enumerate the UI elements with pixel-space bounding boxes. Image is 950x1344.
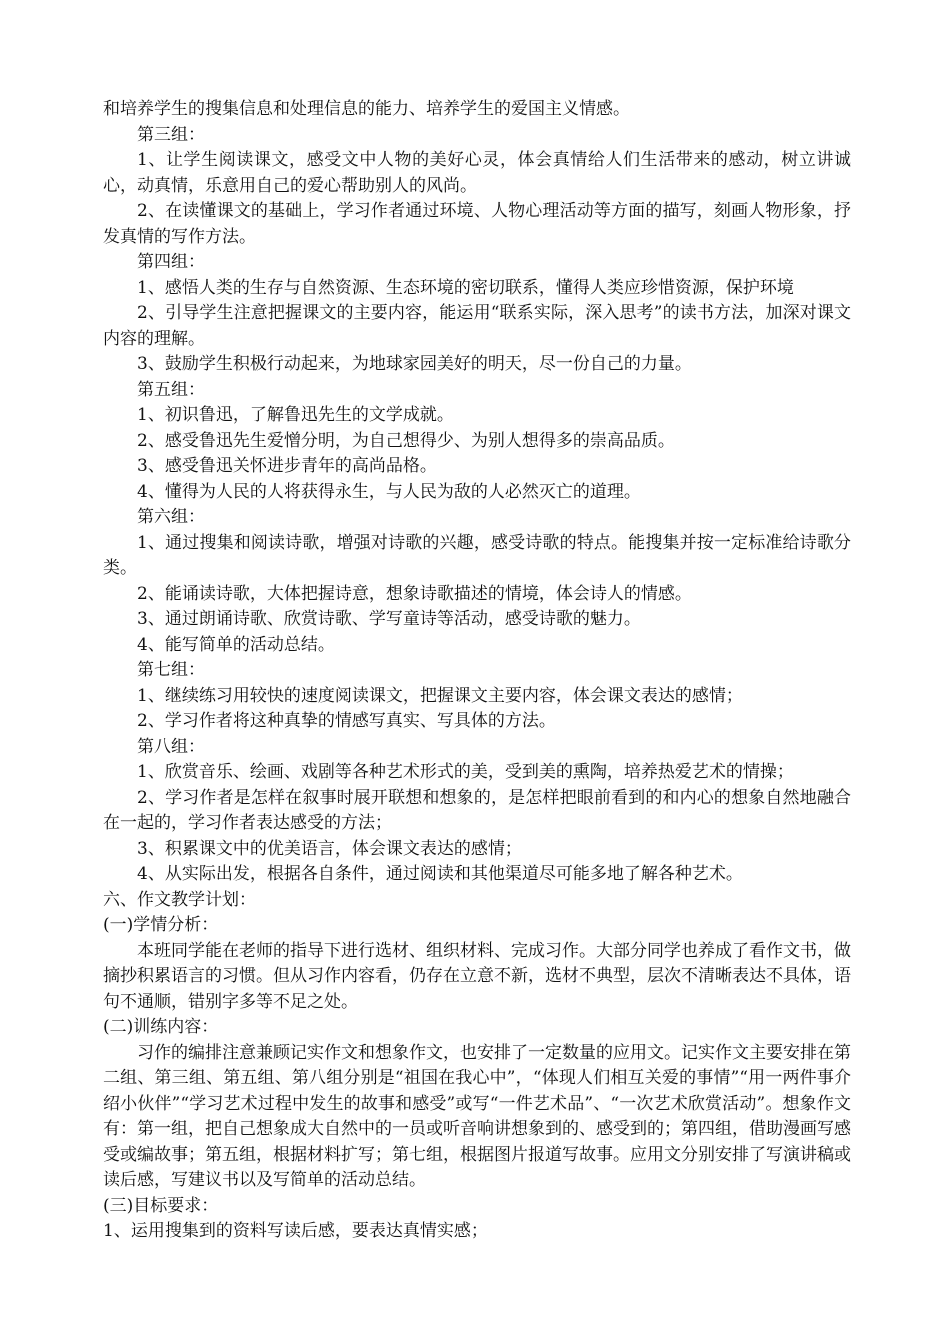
paragraph-line: 和培养学生的搜集信息和处理信息的能力、培养学生的爱国主义情感。 (103, 99, 630, 119)
paragraph-line: 4、懂得为人民的人将获得永生，与人民为敌的人必然灭亡的道理。 (137, 481, 641, 502)
paragraph-line: 第七组： (137, 660, 205, 680)
paragraph-line: 习作的编排注意兼顾记实作文和想象作文，也安排了一定数量的应用文。记实作文主要安排在第二组、第三组、第五组、第八组分别是“祖国在我心中”，“体现人们相互关爱的事情”“用一两件事介绍小伙伴”“学习艺术过程中发生的故事和感受”或写“一件艺术品”、“一次艺术欣赏活动”。想象作文有：第一组，把自己想象成大自然中的一员或听音响讲想象到的、感受到的；第四组，借助漫画写感受或编故事；第五组，根据材料扩写；第七组，根据图片报道写故事。应用文分别安排了写演讲稿或读后感，写建议书以及写简单的活动总结。 (103, 1042, 851, 1190)
paragraph-line: 3、通过朗诵诗歌、欣赏诗歌、学写童诗等活动，感受诗歌的魅力。 (137, 609, 641, 629)
paragraph-line: 3、感受鲁迅关怀进步青年的高尚品格。 (137, 456, 437, 476)
paragraph-line: 4、从实际出发，根据各自条件，通过阅读和其他渠道尽可能多地了解各种艺术。 (137, 864, 743, 884)
paragraph-line: 1、让学生阅读课文，感受文中人物的美好心灵，体会真情给人们生活带来的感动，树立讲诚心，动真情，乐意用自己的爱心帮助别人的风尚。 (103, 150, 851, 196)
paragraph-line: 1、通过搜集和阅读诗歌，增强对诗歌的兴趣，感受诗歌的特点。能搜集并按一定标准给诗歌分类。 (103, 532, 851, 578)
paragraph-line: (三)目标要求： (103, 1195, 219, 1216)
paragraph-line: 3、鼓励学生积极行动起来，为地球家园美好的明天，尽一份自己的力量。 (137, 354, 692, 374)
paragraph-line: 2、能诵读诗歌，大体把握诗意，想象诗歌描述的情境，体会诗人的情感。 (137, 583, 692, 604)
paragraph-line: 第三组： (137, 124, 205, 145)
document-page (103, 97, 851, 1245)
paragraph-line: 第四组： (137, 252, 205, 272)
paragraph-line: (二)训练内容： (103, 1017, 219, 1037)
document-body (103, 97, 851, 1245)
paragraph-line: 3、积累课文中的优美语言，体会课文表达的感情； (137, 838, 522, 859)
paragraph-line: 1、欣赏音乐、绘画、戏剧等各种艺术形式的美，受到美的熏陶，培养热爱艺术的情操； (137, 762, 794, 782)
paragraph-line: 2、学习作者是怎样在叙事时展开联想和想象的，是怎样把眼前看到的和内心的想象自然地融合在一起的，学习作者表达感受的方法； (103, 787, 851, 833)
paragraph-line: 1、初识鲁迅，了解鲁迅先生的文学成就。 (137, 405, 454, 425)
paragraph-line: 2、感受鲁迅先生爱憎分明，为自己想得少、为别人想得多的崇高品质。 (137, 430, 675, 451)
paragraph-line: 1、感悟人类的生存与自然资源、生态环境的密切联系，懂得人类应珍惜资源，保护环境 (137, 277, 794, 298)
paragraph-line: 第六组： (137, 507, 205, 527)
paragraph-line: 2、引导学生注意把握课文的主要内容，能运用“联系实际，深入思考”的读书方法，加深对课文内容的理解。 (103, 303, 851, 349)
paragraph-line: 1、运用搜集到的资料写读后感，要表达真情实感； (103, 1221, 488, 1241)
paragraph-line: 2、学习作者将这种真挚的情感写真实、写具体的方法。 (137, 711, 556, 731)
paragraph-line: 1、继续练习用较快的速度阅读课文，把握课文主要内容，体会课文表达的感情； (137, 685, 743, 706)
paragraph-line: (一)学情分析： (103, 915, 219, 935)
paragraph-line: 本班同学能在老师的指导下进行选材、组织材料、完成习作。大部分同学也养成了看作文书，做摘抄积累语言的习惯。但从习作内容看，仍存在立意不新，选材不典型，层次不清晰表达不具体，语句不通顺，错别字多等不足之处。 (103, 940, 851, 1012)
paragraph-line: 第五组： (137, 379, 205, 400)
paragraph-line: 2、在读懂课文的基础上，学习作者通过环境、人物心理活动等方面的描写，刻画人物形象，抒发真情的写作方法。 (103, 201, 851, 247)
paragraph-line: 六、作文教学计划： (103, 889, 256, 910)
paragraph-line: 第八组： (137, 736, 205, 757)
paragraph-line: 4、能写简单的活动总结。 (137, 634, 335, 655)
